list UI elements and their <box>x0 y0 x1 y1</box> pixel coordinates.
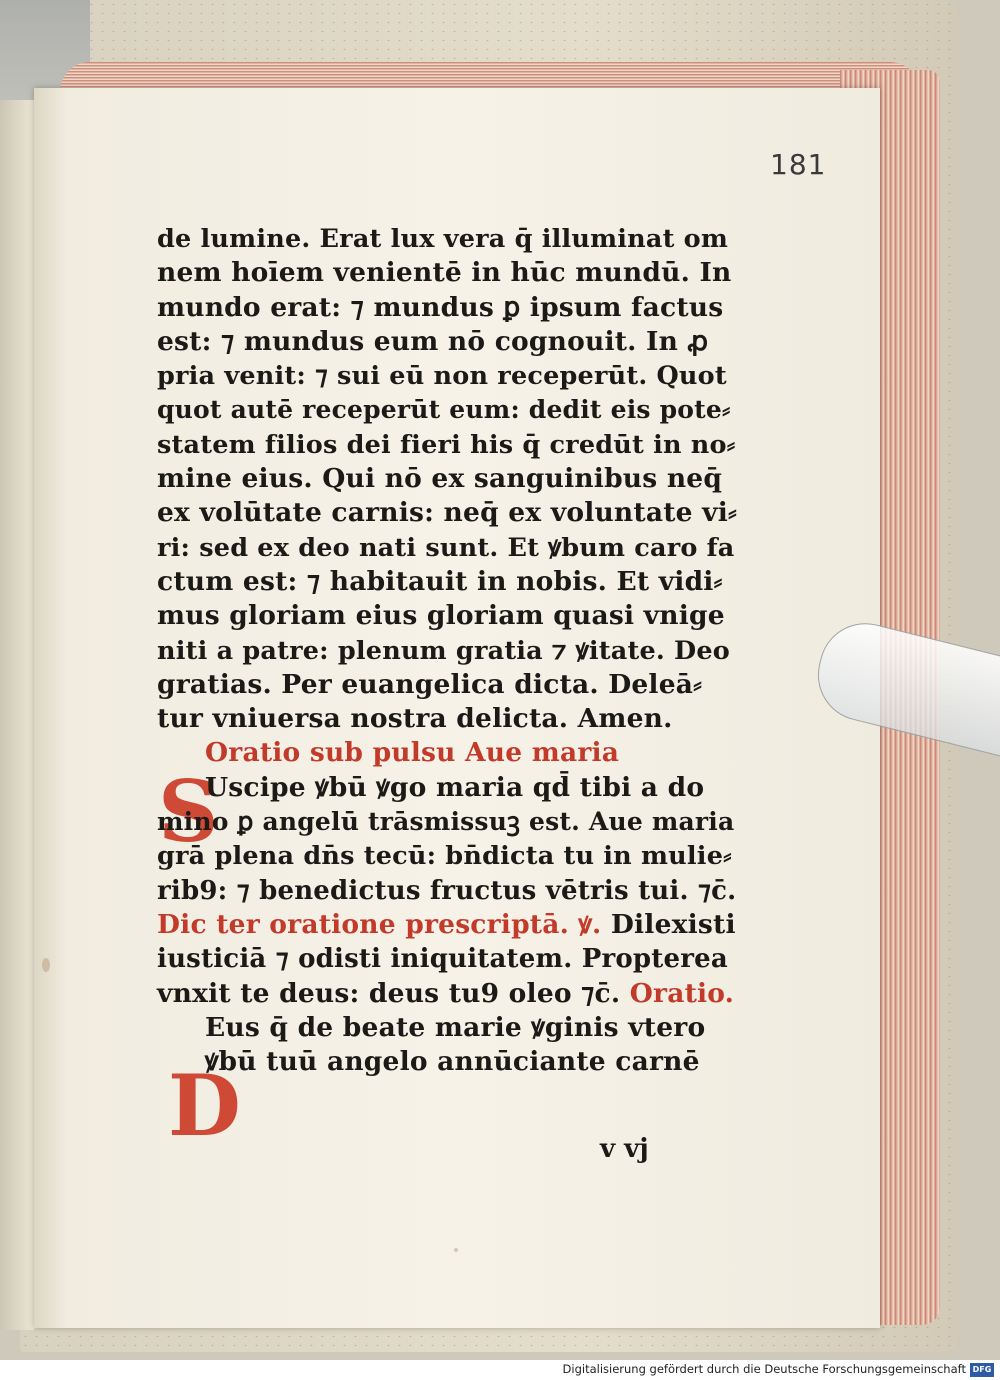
line-text: de lumine. Erat lux vera q̄ illuminat om <box>157 224 729 254</box>
line-text: Eus q̄ de beate marie ꝟginis vtero <box>205 1011 706 1043</box>
text-line <box>157 222 737 256</box>
text-line <box>157 736 737 770</box>
text-line <box>157 1045 737 1079</box>
text-line <box>157 428 737 462</box>
text-line <box>157 496 737 530</box>
line-text: ctum est: ⁊ habitauit in nobis. Et vidi⸗ <box>157 565 723 597</box>
text-line <box>157 393 737 427</box>
text-line <box>157 565 737 599</box>
line-text: iusticiā ⁊ odisti iniquitatem. Propterea <box>157 944 728 975</box>
text-line <box>157 634 737 668</box>
line-text: mine eius. Qui nō ex sanguinibus neq̄ <box>157 463 723 495</box>
line-text: pria venit: ⁊ sui eū non receperūt. Quot <box>157 361 727 392</box>
text-line <box>157 668 737 702</box>
dfg-logo: DFG <box>970 1363 994 1377</box>
line-text: mino ꝑ angelū trāsmissuꝫ est. Aue maria <box>157 807 735 837</box>
line-text: mus gloriam eius gloriam quasi vnige <box>157 600 725 632</box>
text-line <box>157 599 737 633</box>
line-text: vnxit te deus: deus tu9 oleo ⁊c̄. <box>157 977 621 1009</box>
line-text: tur vniuersa nostra delicta. Amen. <box>157 703 673 735</box>
line-text: ex volūtate carnis: neq̄ ex voluntate vi⸗ <box>157 497 738 529</box>
line-text: ri: sed ex deo nati sunt. Et ꝟbum caro fa <box>157 532 735 563</box>
rubricated-initial-d: D <box>168 1056 241 1155</box>
line-text: niti a patre: plenum gratia ⁊ ꝟitate. Deo <box>157 635 730 666</box>
text-line <box>157 1011 737 1045</box>
line-text: gratias. Per euangelica dicta. Deleā⸗ <box>157 668 703 700</box>
text-line <box>157 531 737 565</box>
text-line <box>157 805 737 839</box>
funding-credit: Digitalisierung gefördert durch die Deutsche Forschungsgemeinschaft <box>562 1362 966 1376</box>
line-text: mundo erat: ⁊ mundus ꝑ ipsum factus <box>157 291 724 323</box>
text-line <box>157 977 737 1011</box>
line-text: est: ⁊ mundus eum nō cognouit. In ꝓ <box>157 325 709 357</box>
folio-number: 181 <box>770 148 827 181</box>
text-line <box>157 839 737 873</box>
line-text: quot autē receperūt eum: dedit eis pote⸗ <box>157 395 731 425</box>
page-text-block <box>157 222 737 1079</box>
text-line <box>157 771 737 805</box>
line-text: nem hoīem venientē in hūc mundū. In <box>157 257 732 289</box>
text-line <box>157 942 737 976</box>
text-line <box>157 325 737 359</box>
text-line <box>157 256 737 290</box>
footer-bar <box>0 1360 1000 1380</box>
text-line <box>157 702 737 736</box>
line-text: ꝟbū tuū angelo annūciante carnē <box>205 1046 700 1078</box>
text-line <box>157 359 737 393</box>
line-text: grā plena dn̄s tecū: bn̄dicta tu in mulie⸗ <box>157 841 732 872</box>
line-text: rib9: ⁊ benedictus fructus vētris tui. ⁊c̄. <box>157 875 737 906</box>
facing-page-edge <box>0 100 34 1330</box>
text-line <box>157 908 737 942</box>
rubric-text: Oratio sub pulsu Aue maria <box>205 737 620 769</box>
text-line <box>157 462 737 496</box>
text-line <box>157 291 737 325</box>
text-line <box>157 874 737 908</box>
line-text: Dilexisti <box>601 908 736 940</box>
line-text: Uscipe ꝟbū ꝟgo maria qd̄ tibi a do <box>205 771 705 803</box>
signature-mark: v vj <box>600 1134 649 1164</box>
rubric-text: Oratio. <box>620 977 735 1009</box>
rubricated-initial-s: S <box>158 762 219 861</box>
line-text: statem filios dei fieri his q̄ credūt in no⸗ <box>157 429 736 460</box>
rubric-text: Dic ter oratione prescriptā. ꝟ. <box>157 908 602 940</box>
